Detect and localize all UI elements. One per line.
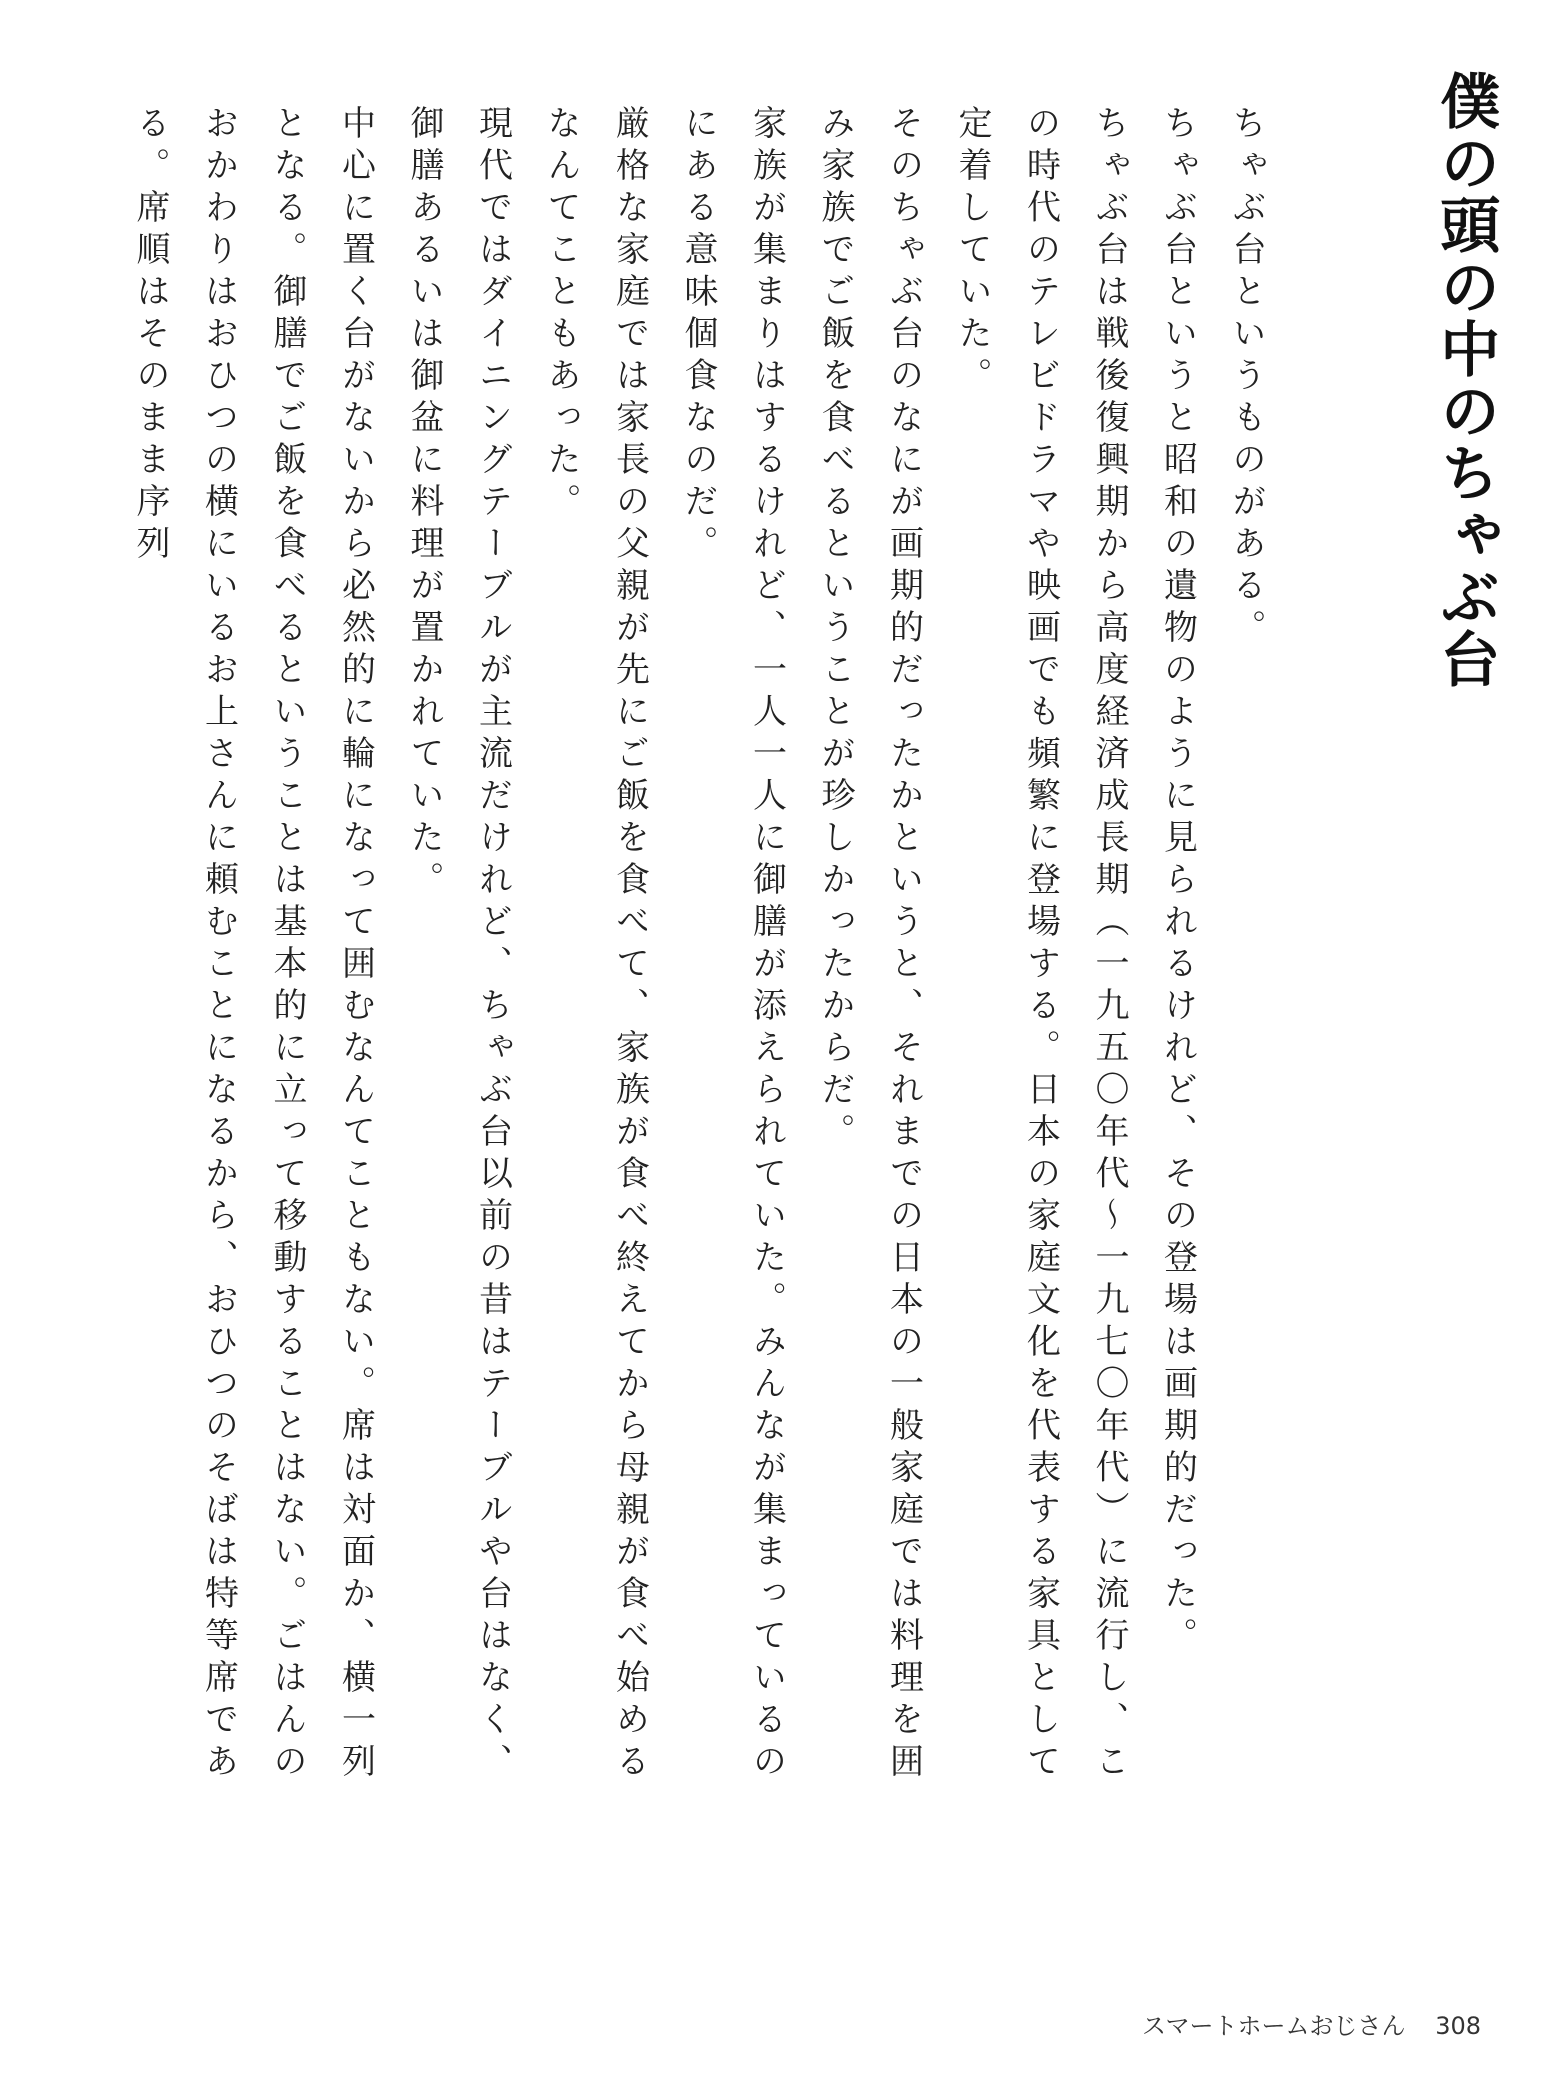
paragraph: ちゃぶ台は戦後復興期から高度経済成長期（一九五〇年代～一九七〇年代）に流行し、この時代のテレビドラマや映画でも頻繁に登場する。日本の家庭文化を代表する家具として定着していた。 <box>952 105 1129 1785</box>
body-text <box>130 105 1280 1825</box>
paragraph: そのちゃぶ台のなにが画期的だったかというと、それまでの日本の一般家庭では料理を囲み家族でご飯を食べるということが珍しかったからだ。 <box>815 105 924 1785</box>
paragraph: 現代ではダイニングテーブルが主流だけれど、ちゃぶ台以前の昔はテーブルや台はなく、御膳あるいは御盆に料理が置かれていた。 <box>404 105 513 1785</box>
paragraph: 家族が集まりはするけれど、一人一人に御膳が添えられていた。みんなが集まっているのにある意味個食なのだ。 <box>678 105 787 1785</box>
running-book-title: スマートホームおじさん <box>1142 2012 1406 2040</box>
paragraph: 中心に置く台がないから必然的に輪になって囲むなんてこともない。席は対面か、横一列となる。御膳でご飯を食べるということは基本的に立って移動することはない。ごはんのおかわりはおひつの横にいるお上さんに頼むことになるから、おひつのそばは特等席である。席順はそのまま序列 <box>130 105 376 1785</box>
page-number: 308 <box>1435 2012 1481 2040</box>
paragraph: ちゃぶ台というものがある。 <box>1226 105 1266 651</box>
page-footer <box>1142 2006 1481 2041</box>
chapter-title: 僕の頭の中のちゃぶ台 <box>1430 70 1501 690</box>
paragraph: 厳格な家庭では家長の父親が先にご飯を食べて、家族が食べ終えてから母親が食べ始めるなんてこともあった。 <box>541 105 650 1785</box>
paragraph: ちゃぶ台というと昭和の遺物のように見られるけれど、その登場は画期的だった。 <box>1157 105 1198 1659</box>
